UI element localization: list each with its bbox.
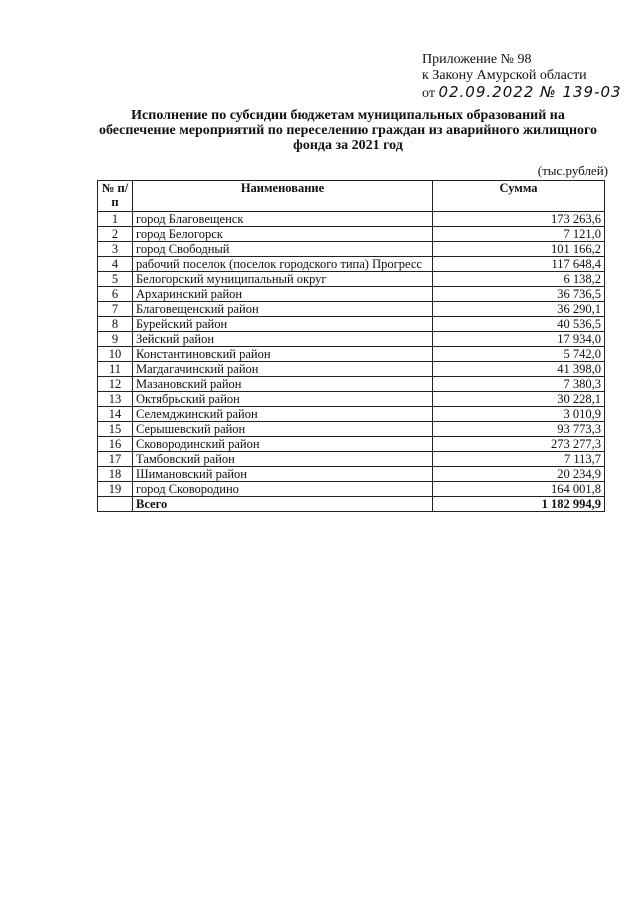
row-number: 6 <box>98 287 133 302</box>
row-sum: 7 113,7 <box>433 452 605 467</box>
total-sum: 1 182 994,9 <box>433 497 605 512</box>
row-name: Октябрьский район <box>133 392 433 407</box>
header-num: № п/п <box>98 181 133 212</box>
row-number: 10 <box>98 347 133 362</box>
table-row <box>98 287 605 302</box>
row-name: Сковородинский район <box>133 437 433 452</box>
row-sum: 93 773,3 <box>433 422 605 437</box>
table-row <box>98 452 605 467</box>
table-row <box>98 242 605 257</box>
row-sum: 6 138,2 <box>433 272 605 287</box>
table-row <box>98 482 605 497</box>
row-number: 11 <box>98 362 133 377</box>
appendix-date-line <box>422 84 622 102</box>
row-number: 2 <box>98 227 133 242</box>
row-name: Бурейский район <box>133 317 433 332</box>
row-number: 8 <box>98 317 133 332</box>
row-name: город Белогорск <box>133 227 433 242</box>
row-sum: 7 121,0 <box>433 227 605 242</box>
row-number: 14 <box>98 407 133 422</box>
row-sum: 40 536,5 <box>433 317 605 332</box>
header-sum: Сумма <box>433 181 605 212</box>
appendix-date-prefix: от <box>422 86 435 101</box>
header-name: Наименование <box>133 181 433 212</box>
row-number: 9 <box>98 332 133 347</box>
row-sum: 117 648,4 <box>433 257 605 272</box>
table-row <box>98 362 605 377</box>
row-name: Тамбовский район <box>133 452 433 467</box>
handwritten-date-number: 02.09.2022 № 139-03 <box>438 83 622 101</box>
row-sum: 36 736,5 <box>433 287 605 302</box>
row-name: Шимановский район <box>133 467 433 482</box>
row-name: город Благовещенск <box>133 212 433 227</box>
total-label: Всего <box>133 497 433 512</box>
total-empty-cell <box>98 497 133 512</box>
row-number: 19 <box>98 482 133 497</box>
row-number: 3 <box>98 242 133 257</box>
table-row <box>98 302 605 317</box>
table-body <box>98 212 605 512</box>
row-sum: 273 277,3 <box>433 437 605 452</box>
appendix-header <box>422 52 622 102</box>
table-row <box>98 407 605 422</box>
row-name: Белогорский муниципальный округ <box>133 272 433 287</box>
row-sum: 3 010,9 <box>433 407 605 422</box>
document-title: Исполнение по субсидии бюджетам муниципальных образований на обеспечение мероприятий по переселению граждан из аварийного жилищного фонда за 2021 год <box>98 108 598 153</box>
row-name: Благовещенский район <box>133 302 433 317</box>
row-number: 17 <box>98 452 133 467</box>
table-row <box>98 257 605 272</box>
row-sum: 30 228,1 <box>433 392 605 407</box>
subsidy-table <box>97 180 605 512</box>
row-number: 4 <box>98 257 133 272</box>
row-number: 18 <box>98 467 133 482</box>
row-sum: 7 380,3 <box>433 377 605 392</box>
row-sum: 173 263,6 <box>433 212 605 227</box>
row-name: Архаринский район <box>133 287 433 302</box>
row-name: Селемджинский район <box>133 407 433 422</box>
table-row <box>98 437 605 452</box>
row-sum: 20 234,9 <box>433 467 605 482</box>
table-row <box>98 377 605 392</box>
row-name: рабочий поселок (поселок городского типа) Прогресс <box>133 257 433 272</box>
table-row <box>98 467 605 482</box>
row-name: Магдагачинский район <box>133 362 433 377</box>
row-sum: 101 166,2 <box>433 242 605 257</box>
appendix-law-reference: к Закону Амурской области <box>422 68 587 83</box>
row-sum: 17 934,0 <box>433 332 605 347</box>
table-row <box>98 392 605 407</box>
row-number: 7 <box>98 302 133 317</box>
row-sum: 41 398,0 <box>433 362 605 377</box>
table-row <box>98 317 605 332</box>
row-name: город Свободный <box>133 242 433 257</box>
row-sum: 164 001,8 <box>433 482 605 497</box>
table-row <box>98 212 605 227</box>
row-name: Мазановский район <box>133 377 433 392</box>
row-name: Серышевский район <box>133 422 433 437</box>
table-row <box>98 347 605 362</box>
table-row <box>98 332 605 347</box>
table-row <box>98 227 605 242</box>
row-number: 12 <box>98 377 133 392</box>
row-number: 1 <box>98 212 133 227</box>
table-row <box>98 272 605 287</box>
row-number: 5 <box>98 272 133 287</box>
row-number: 16 <box>98 437 133 452</box>
row-sum: 5 742,0 <box>433 347 605 362</box>
unit-label: (тыс.рублей) <box>537 163 608 178</box>
table-header-row <box>98 181 605 212</box>
row-sum: 36 290,1 <box>433 302 605 317</box>
row-number: 13 <box>98 392 133 407</box>
row-name: Константиновский район <box>133 347 433 362</box>
table-row <box>98 422 605 437</box>
row-name: Зейский район <box>133 332 433 347</box>
row-number: 15 <box>98 422 133 437</box>
total-row <box>98 497 605 512</box>
appendix-number: Приложение № 98 <box>422 52 532 67</box>
row-name: город Сковородино <box>133 482 433 497</box>
